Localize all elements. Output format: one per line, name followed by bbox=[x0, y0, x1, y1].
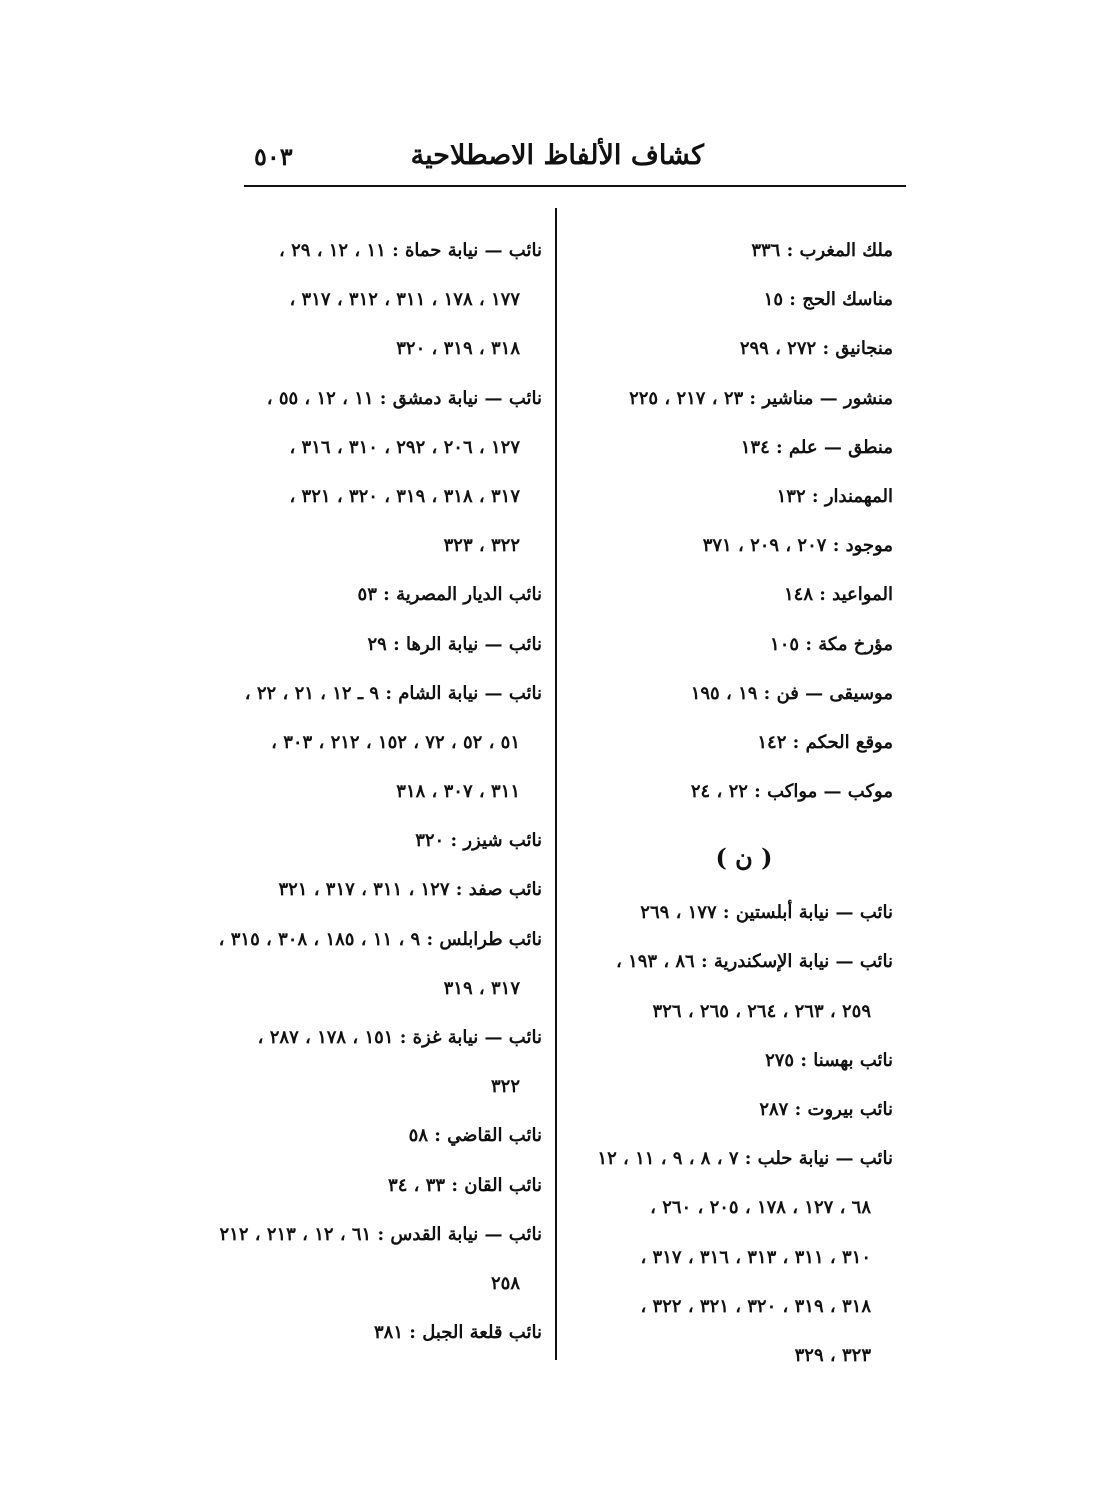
index-entry: نائب القان : ٣٣ ، ٣٤ bbox=[388, 1174, 542, 1196]
header-rule bbox=[244, 185, 906, 187]
index-entry-continuation: ٢٥٨ bbox=[490, 1272, 520, 1294]
index-entry: نائب — نيابة غزة : ١٥١ ، ١٧٨ ، ٢٨٧ ، bbox=[257, 1027, 542, 1048]
index-entry: نائب القاضي : ٥٨ bbox=[408, 1125, 542, 1147]
index-entry-continuation: ٣١٨ ، ٣١٩ ، ٣٢٠ bbox=[396, 338, 520, 360]
index-entry-continuation: ٥١ ، ٥٢ ، ٧٢ ، ١٥٢ ، ٢١٢ ، ٣٠٣ ، bbox=[271, 731, 520, 753]
index-entry: نائب — نيابة الإسكندرية : ٨٦ ، ١٩٣ ، bbox=[615, 951, 893, 973]
index-entry: منشور — مناشير : ٢٣ ، ٢١٧ ، ٢٢٥ bbox=[629, 387, 893, 409]
index-entry: موكب — مواكب : ٢٢ ، ٢٤ bbox=[690, 781, 893, 803]
index-entry: نائب — نيابة دمشق : ١١ ، ١٢ ، ٥٥ ، bbox=[266, 387, 542, 409]
index-entry-continuation: ٣١٧ ، ٣١٨ ، ٣١٩ ، ٣٢٠ ، ٣٢١ ، bbox=[289, 485, 520, 507]
index-entry: موقع الحكم : ١٤٢ bbox=[757, 731, 893, 753]
index-entry-continuation: ٣١٧ ، ٣١٩ bbox=[443, 977, 520, 999]
index-entry-continuation: ١٢٧ ، ٢٠٦ ، ٢٩٢ ، ٣١٠ ، ٣١٦ ، bbox=[289, 436, 520, 458]
index-entry: المواعيد : ١٤٨ bbox=[783, 584, 893, 606]
index-entry-continuation: ٦٨ ، ١٢٧ ، ١٧٨ ، ٢٠٥ ، ٢٦٠ ، bbox=[650, 1197, 871, 1219]
index-entry: نائب — نيابة حماة : ١١ ، ١٢ ، ٢٩ ، bbox=[279, 240, 542, 261]
index-entry: نائب — نيابة أبلستين : ١٧٧ ، ٢٦٩ bbox=[640, 902, 893, 924]
index-entry-continuation: ٣١٨ ، ٣١٩ ، ٣٢٠ ، ٣٢١ ، ٣٢٢ ، bbox=[640, 1295, 871, 1317]
index-entry: مناسك الحج : ١٥ bbox=[763, 289, 893, 311]
index-entry: نائب صفد : ١٢٧ ، ٣١١ ، ٣١٧ ، ٣٢١ bbox=[278, 879, 542, 901]
index-entry: نائب بيروت : ٢٨٧ bbox=[759, 1099, 893, 1120]
index-entry-continuation: ٢٥٩ ، ٢٦٣ ، ٢٦٤ ، ٢٦٥ ، ٣٢٦ bbox=[652, 1000, 871, 1022]
index-entry: نائب شيزر : ٣٢٠ bbox=[415, 830, 542, 852]
page-header bbox=[244, 140, 904, 180]
page-number: ٥٠٣ bbox=[254, 142, 293, 171]
index-entry: منطق — علم : ١٣٤ bbox=[740, 436, 893, 458]
index-entry: نائب — نيابة حلب : ٧ ، ٨ ، ٩ ، ١١ ، ١٢ bbox=[597, 1148, 893, 1170]
index-entry: موجود : ٢٠٧ ، ٢٠٩ ، ٣٧١ bbox=[702, 535, 893, 557]
index-entry: نائب — نيابة القدس : ٦١ ، ١٢ ، ٢١٣ ، ٢١٢ bbox=[219, 1223, 542, 1245]
index-entry: نائب — نيابة الشام : ٩ ـ ١٢ ، ٢١ ، ٢٢ ، bbox=[244, 682, 542, 704]
index-entry-continuation: ٣١٠ ، ٣١١ ، ٣١٣ ، ٣١٦ ، ٣١٧ ، bbox=[640, 1246, 871, 1268]
index-entry: موسيقى — فن : ١٩ ، ١٩٥ bbox=[690, 682, 893, 704]
index-entry: نائب — نيابة الرها : ٢٩ bbox=[367, 633, 542, 655]
index-entry-continuation: ١٧٧ ، ١٧٨ ، ٣١١ ، ٣١٢ ، ٣١٧ ، bbox=[289, 289, 520, 311]
index-entry: المهمندار : ١٣٢ bbox=[776, 485, 893, 507]
index-entry: نائب قلعة الجبل : ٣٨١ bbox=[374, 1322, 542, 1344]
index-entry-continuation: ٣٢٢ bbox=[490, 1076, 520, 1098]
index-entry-continuation: ٣٢٣ ، ٣٢٩ bbox=[794, 1344, 871, 1366]
index-entry: ملك المغرب : ٣٣٦ bbox=[751, 240, 893, 261]
right-column bbox=[575, 226, 893, 1380]
index-entry: منجانيق : ٢٧٢ ، ٢٩٩ bbox=[739, 338, 893, 360]
column-divider bbox=[555, 208, 557, 1360]
index-entry-continuation: ٣١١ ، ٣٠٧ ، ٣١٨ bbox=[396, 781, 520, 803]
index-entry: نائب بهسنا : ٢٧٥ bbox=[765, 1049, 893, 1071]
index-entry: نائب طرابلس : ٩ ، ١١ ، ١٨٥ ، ٣٠٨ ، ٣١٥ ، bbox=[218, 928, 542, 950]
left-column bbox=[218, 226, 542, 1357]
page-title: كشاف الألفاظ الاصطلاحية bbox=[410, 140, 704, 171]
index-entry: مؤرخ مكة : ١٠٥ bbox=[770, 633, 893, 655]
index-entry-continuation: ٣٢٢ ، ٣٢٣ bbox=[443, 535, 520, 557]
index-entry: نائب الديار المصرية : ٥٣ bbox=[357, 584, 542, 606]
section-heading-letter: ( ن ) bbox=[715, 843, 773, 873]
